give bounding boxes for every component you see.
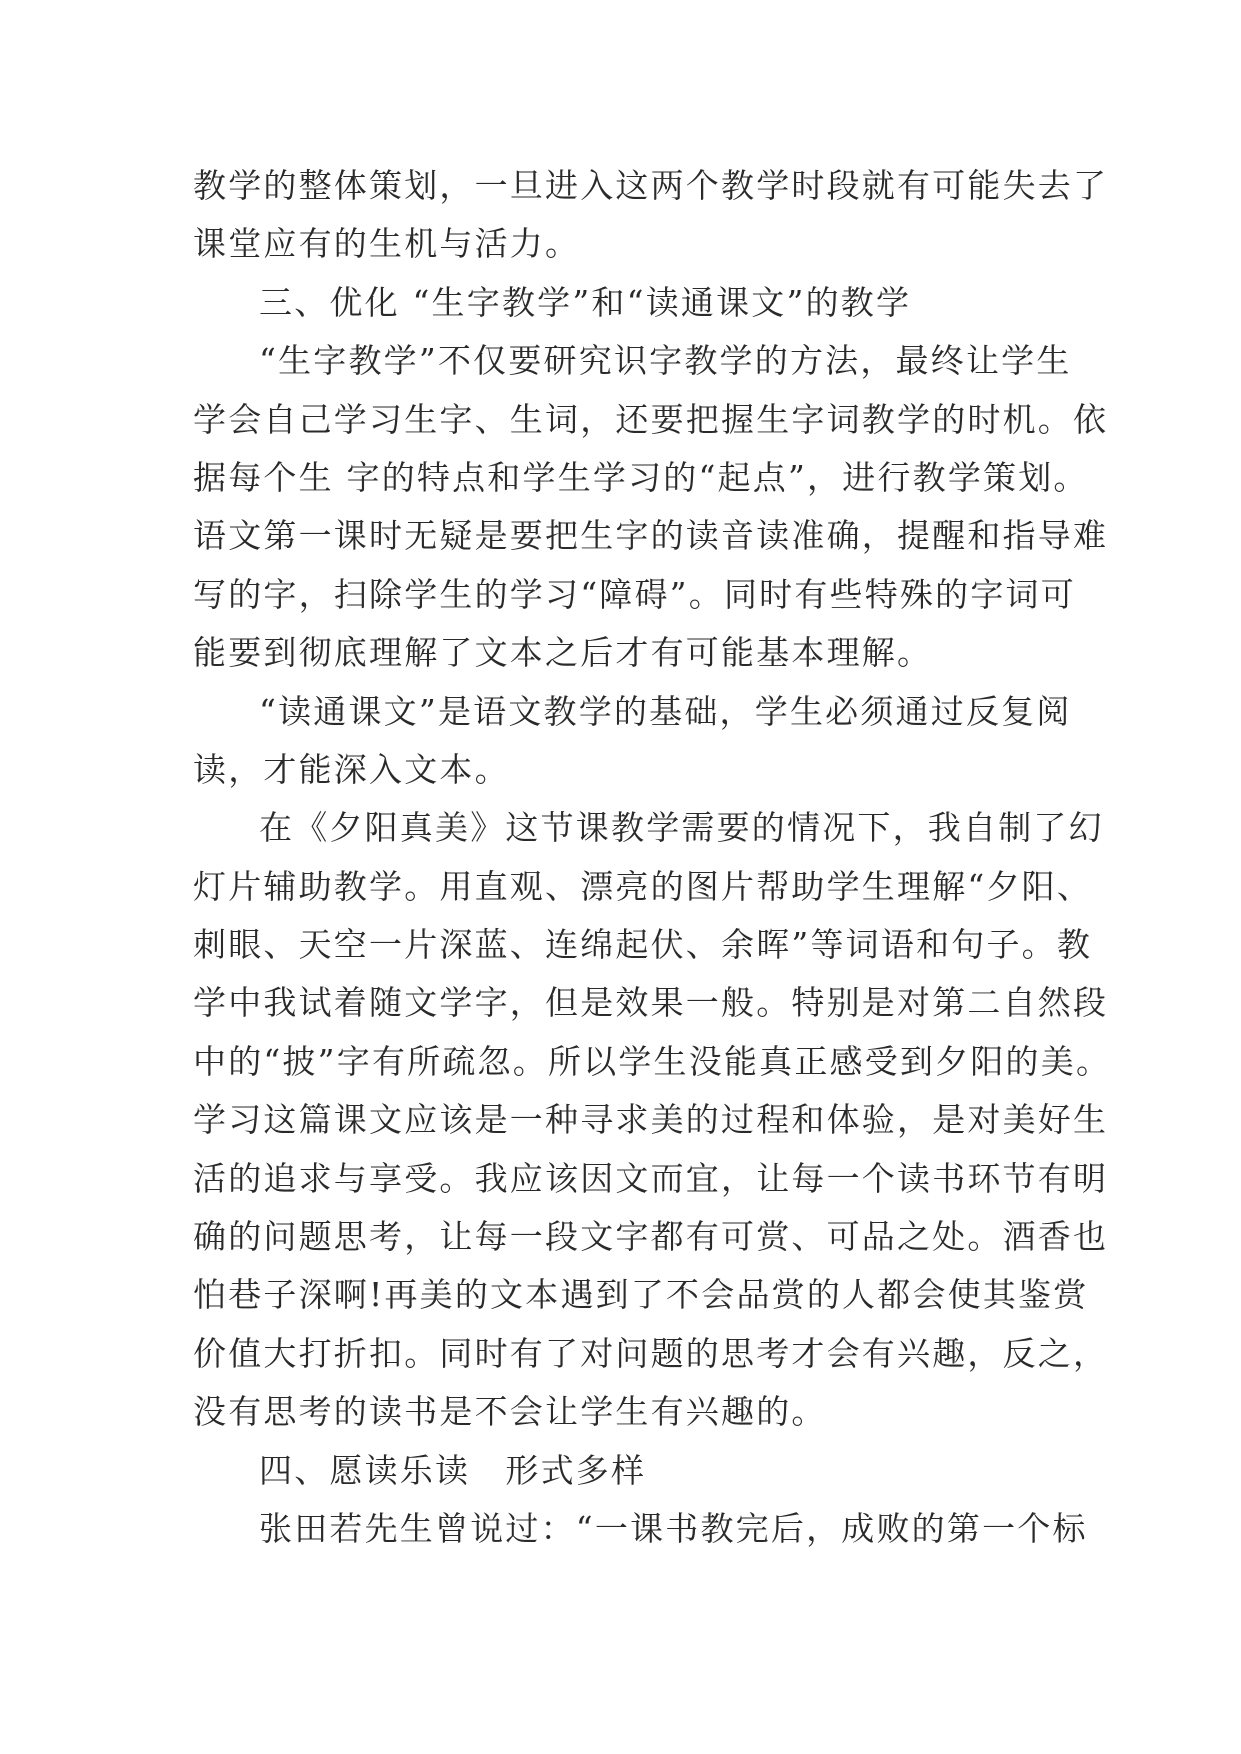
text-line: 没有思考的读书是不会让学生有兴趣的。 bbox=[193, 1392, 827, 1432]
text-line: 写的字，扫除学生的学习“障碍”。同时有些特殊的字词可 bbox=[193, 574, 1076, 614]
text-line: 活的追求与享受。我应该因文而宜，让每一个读书环节有明 bbox=[193, 1158, 1109, 1198]
text-line: 教学的整体策划，一旦进入这两个教学时段就有可能失去了 bbox=[193, 166, 1109, 205]
text-line: 四、愿读乐读 形式多样 bbox=[259, 1450, 647, 1490]
text-line: 确的问题思考，让每一段文字都有可赏、可品之处。酒香也 bbox=[193, 1217, 1109, 1257]
text-line: “读通课文”是语文教学的基础，学生必须通过反复阅 bbox=[259, 691, 1072, 731]
text-line: 在《夕阳真美》这节课教学需要的情况下，我自制了幻 bbox=[259, 808, 1104, 848]
text-line: 三、优化 “生字教学”和“读通课文”的教学 bbox=[259, 282, 912, 322]
text-line: 刺眼、天空一片深蓝、连绵起伏、余晖”等词语和句子。教 bbox=[193, 925, 1093, 965]
text-line: 语文第一课时无疑是要把生字的读音读准确，提醒和指导难 bbox=[193, 516, 1109, 556]
text-line: 能要到彻底理解了文本之后才有可能基本理解。 bbox=[193, 633, 933, 673]
text-line: 价值大打折扣。同时有了对问题的思考才会有兴趣，反之， bbox=[193, 1333, 1109, 1373]
text-line: 读，才能深入文本。 bbox=[193, 749, 510, 789]
text-line: 中的“披”字有所疏忽。所以学生没能真正感受到夕阳的美。 bbox=[193, 1041, 1112, 1081]
text-line: 学习这篇课文应该是一种寻求美的过程和体验，是对美好生 bbox=[193, 1100, 1109, 1140]
text-line: 学中我试着随文学字，但是效果一般。特别是对第二自然段 bbox=[193, 983, 1109, 1023]
document-body bbox=[193, 157, 1112, 1558]
text-line: “生字教学”不仅要研究识字教学的方法，最终让学生 bbox=[259, 341, 1072, 381]
text-line: 灯片辅助教学。用直观、漂亮的图片帮助学生理解“夕阳、 bbox=[193, 866, 1093, 906]
text-line: 怕巷子深啊!再美的文本遇到了不会品赏的人都会使其鉴赏 bbox=[193, 1275, 1089, 1315]
text-line: 学会自己学习生字、生词，还要把握生字词教学的时机。依 bbox=[193, 399, 1109, 439]
text-line: 课堂应有的生机与活力。 bbox=[193, 224, 581, 264]
text-line: 据每个生 字的特点和学生学习的“起点”，进行教学策划。 bbox=[193, 457, 1089, 497]
text-line: 张田若先生曾说过：“一课书教完后，成败的第一个标 bbox=[259, 1508, 1088, 1548]
